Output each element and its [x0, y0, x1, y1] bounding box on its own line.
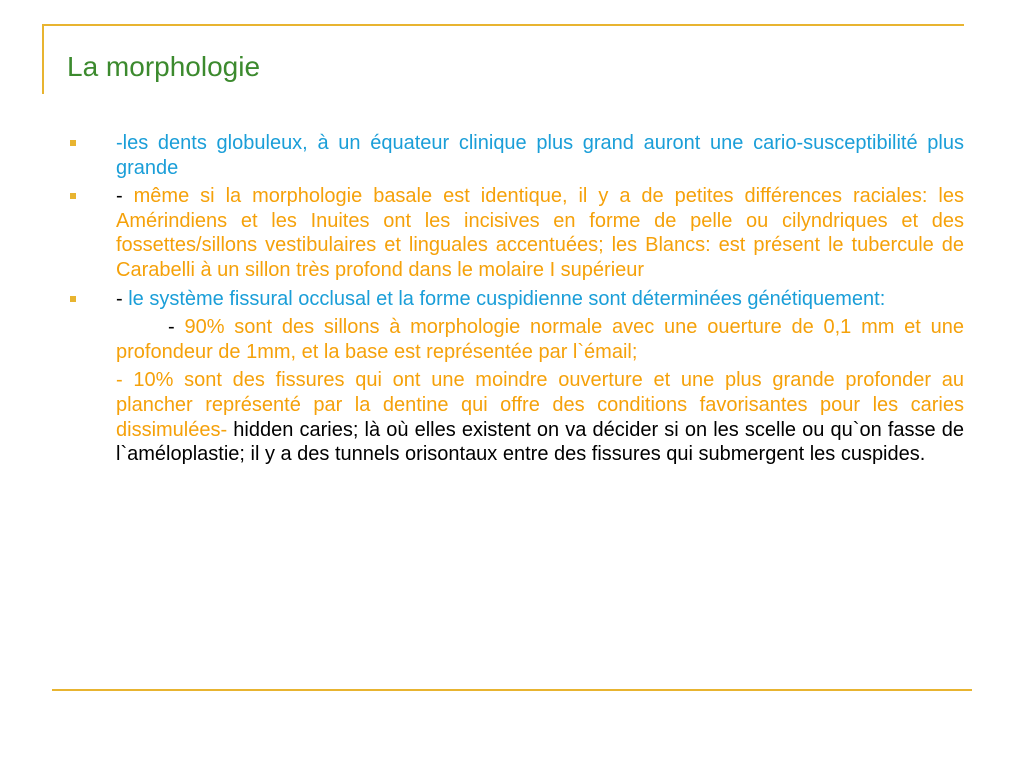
sub-item-1: [116, 315, 964, 364]
bullet-text-2: [116, 184, 964, 282]
bottom-divider-line: [52, 689, 972, 691]
bullet-text-3: [116, 287, 964, 312]
bullet-item-3: [67, 287, 964, 312]
bullet-dash: -: [116, 287, 129, 310]
square-bullet-icon: [70, 140, 76, 146]
bullet-item-2: [67, 184, 964, 282]
slide-title: La morphologie: [67, 51, 261, 82]
title-accent-bar: [42, 24, 44, 94]
sub-item-body: 90% sont des sillons à morphologie normale avec une ouerture de 0,1 mm et une profondeur de 1mm, et la base est représentée par l`émail;: [116, 316, 965, 363]
sub-item-2: [116, 368, 964, 466]
sub-item-dash: -: [168, 316, 185, 339]
sub-item-orange-text: - 10% sont des fissures qui ont une moindre ouverture et une plus grande profonder au plancher représenté par la dentine qui offre des conditions favorisantes pour les caries dissimulées-: [116, 369, 964, 441]
bullet-dash: -: [116, 185, 134, 208]
top-divider-line: [42, 24, 964, 26]
bullet-body: même si la morphologie basale est identique, il y a de petites différences raciales: les Amérindiens et les Inuites ont les incisives en forme de pelle ou cilyndriques et des fossettes/sillons vestibulaires et linguales accentuées; les Blancs: est présent le tubercule de Carabelli à un sillon très profond dans le molaire I supérieur: [116, 185, 965, 281]
bullet-body: les dents globuleux, à un équateur clinique plus grand auront une cario-susceptibilité plus grande: [116, 132, 964, 179]
bullet-dash: -: [116, 132, 123, 154]
bullet-text-1: [116, 131, 964, 180]
bullet-body: le système fissural occlusal et la forme cuspidienne sont déterminées génétiquement:: [128, 287, 886, 310]
square-bullet-icon: [70, 193, 76, 199]
square-bullet-icon: [70, 296, 76, 302]
bullet-item-1: [67, 131, 964, 180]
sub-item-black-text: hidden caries; là où elles existent on va décider si on les scelle ou qu`on fasse de l`améloplastie; il y a des tunnels orisontaux entre des fissures qui submergent les cuspides.: [116, 418, 965, 466]
slide-content: [67, 131, 964, 471]
